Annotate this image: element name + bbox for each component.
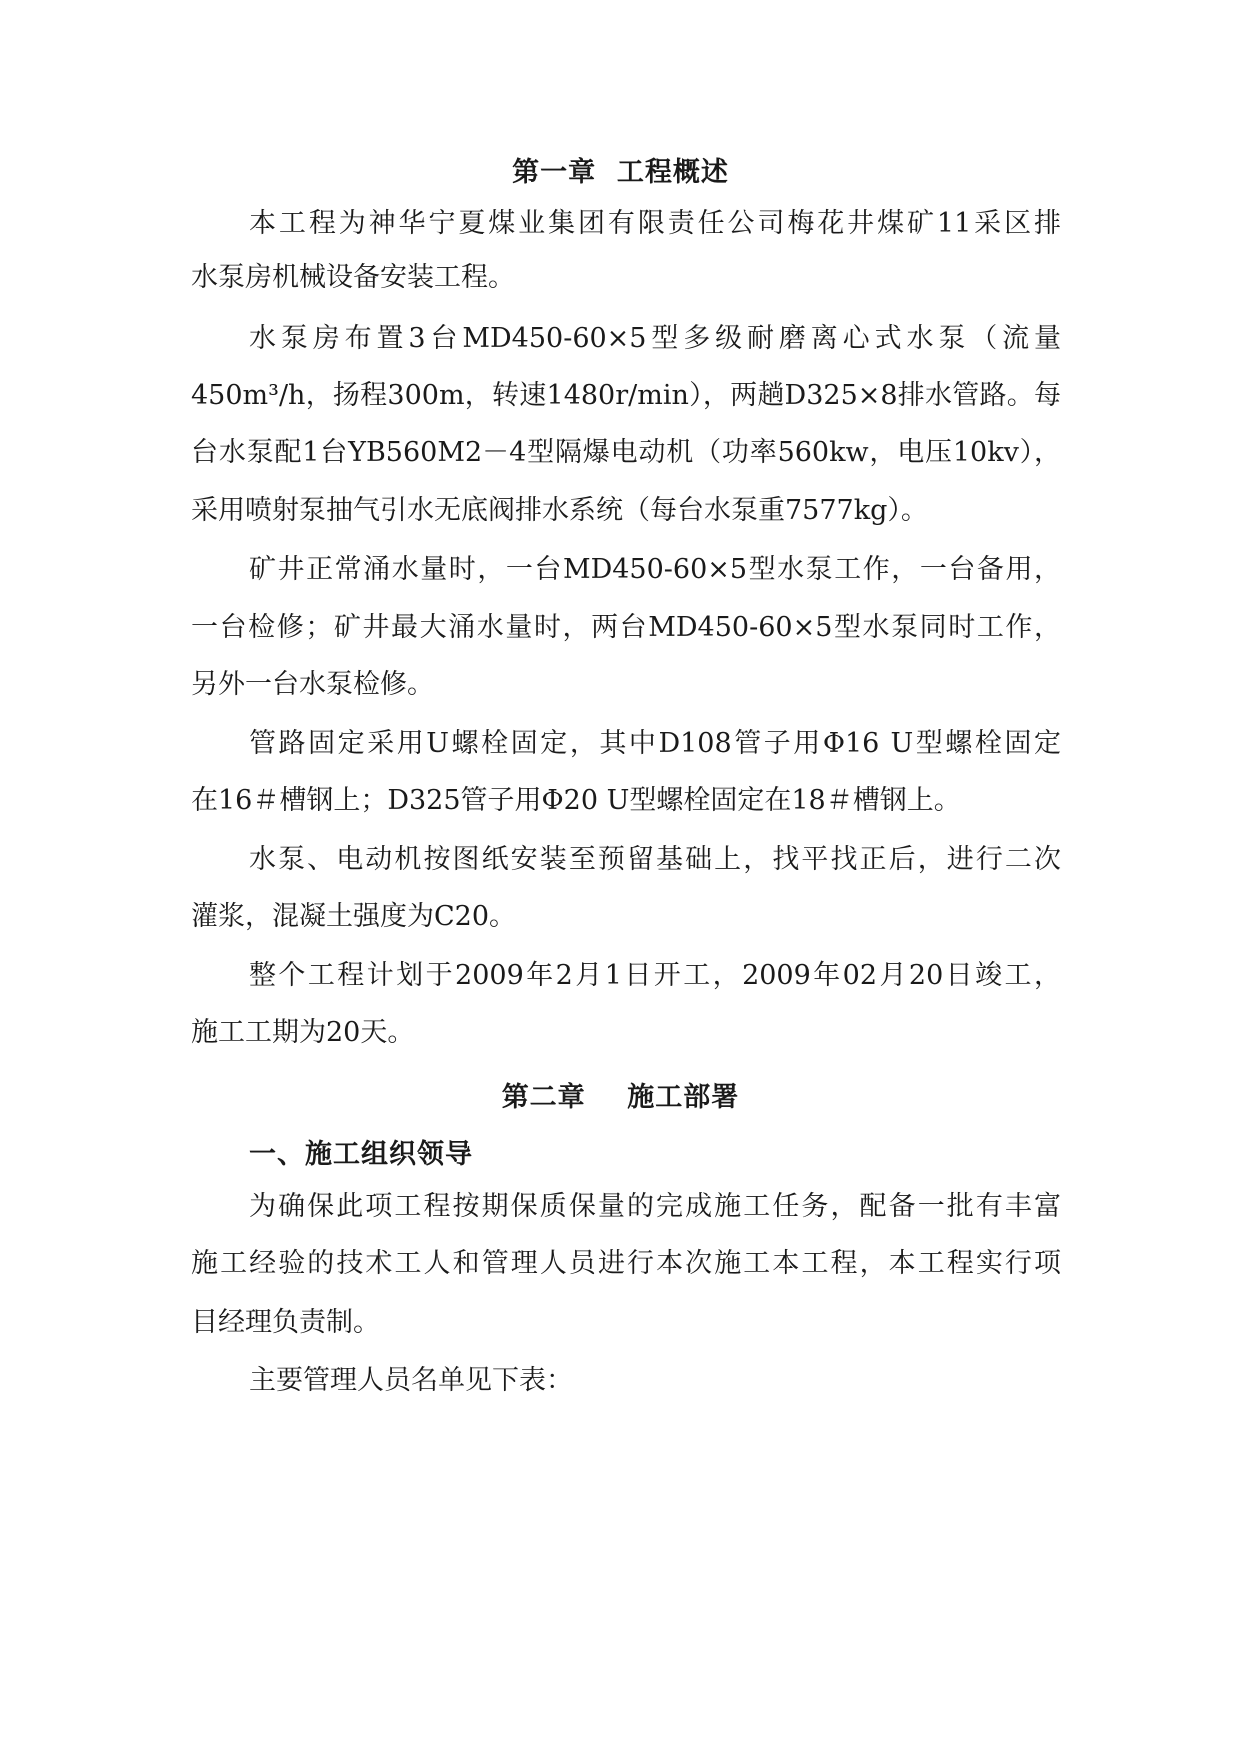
chapter2-section1-title: 一、施工组织领导 [249,1139,473,1170]
chapter2-p2-line1: 主要管理人员名单见下表： [249,1365,573,1396]
chapter2-p1-line3: 目经理负责制。 [191,1307,380,1338]
chapter1-p5-line2: 灌浆，混凝土强度为C20。 [191,901,517,932]
chapter1-p2-line1: 水泵房布置3台MD450-60×5型多级耐磨离心式水泵（流量 [249,323,1061,354]
chapter1-p4-line2: 在16＃槽钢上；D325管子用Φ20 U型螺栓固定在18＃槽钢上。 [191,785,961,816]
chapter1-p3-line3: 另外一台水泵检修。 [191,669,434,700]
chapter1-p2-line4: 采用喷射泵抽气引水无底阀排水系统（每台水泵重7577kg）。 [191,495,928,526]
chapter1-p1-line2: 水泵房机械设备安装工程。 [191,262,515,293]
chapter1-p3-line1: 矿井正常涌水量时，一台MD450-60×5型水泵工作，一台备用， [249,554,1061,585]
chapter2-p1-line1: 为确保此项工程按期保质保量的完成施工任务，配备一批有丰富 [249,1191,1061,1222]
chapter1-p4-line1: 管路固定采用U螺栓固定，其中D108管子用Φ16 U型螺栓固定 [249,728,1061,759]
chapter1-title: 第一章 工程概述 [512,157,729,188]
chapter1-p3-line2: 一台检修；矿井最大涌水量时，两台MD450-60×5型水泵同时工作， [191,612,1061,643]
chapter1-p6-line1: 整个工程计划于2009年2月1日开工，2009年02月20日竣工， [249,960,1061,991]
chapter2-p1-line2: 施工经验的技术工人和管理人员进行本次施工本工程，本工程实行项 [191,1248,1061,1279]
chapter2-title: 第二章 施工部署 [501,1082,740,1113]
chapter1-p1-line1: 本工程为神华宁夏煤业集团有限责任公司梅花井煤矿11采区排 [249,208,1061,239]
chapter1-p2-line2: 450m³/h，扬程300m，转速1480r/min），两趟D325×8排水管路。每 [191,380,1061,411]
chapter1-p5-line1: 水泵、电动机按图纸安装至预留基础上，找平找正后，进行二次 [249,844,1061,875]
chapter1-p6-line2: 施工工期为20天。 [191,1017,415,1048]
chapter1-p2-line3: 台水泵配1台YB560M2－4型隔爆电动机（功率560kw，电压10kv）， [191,437,1061,468]
